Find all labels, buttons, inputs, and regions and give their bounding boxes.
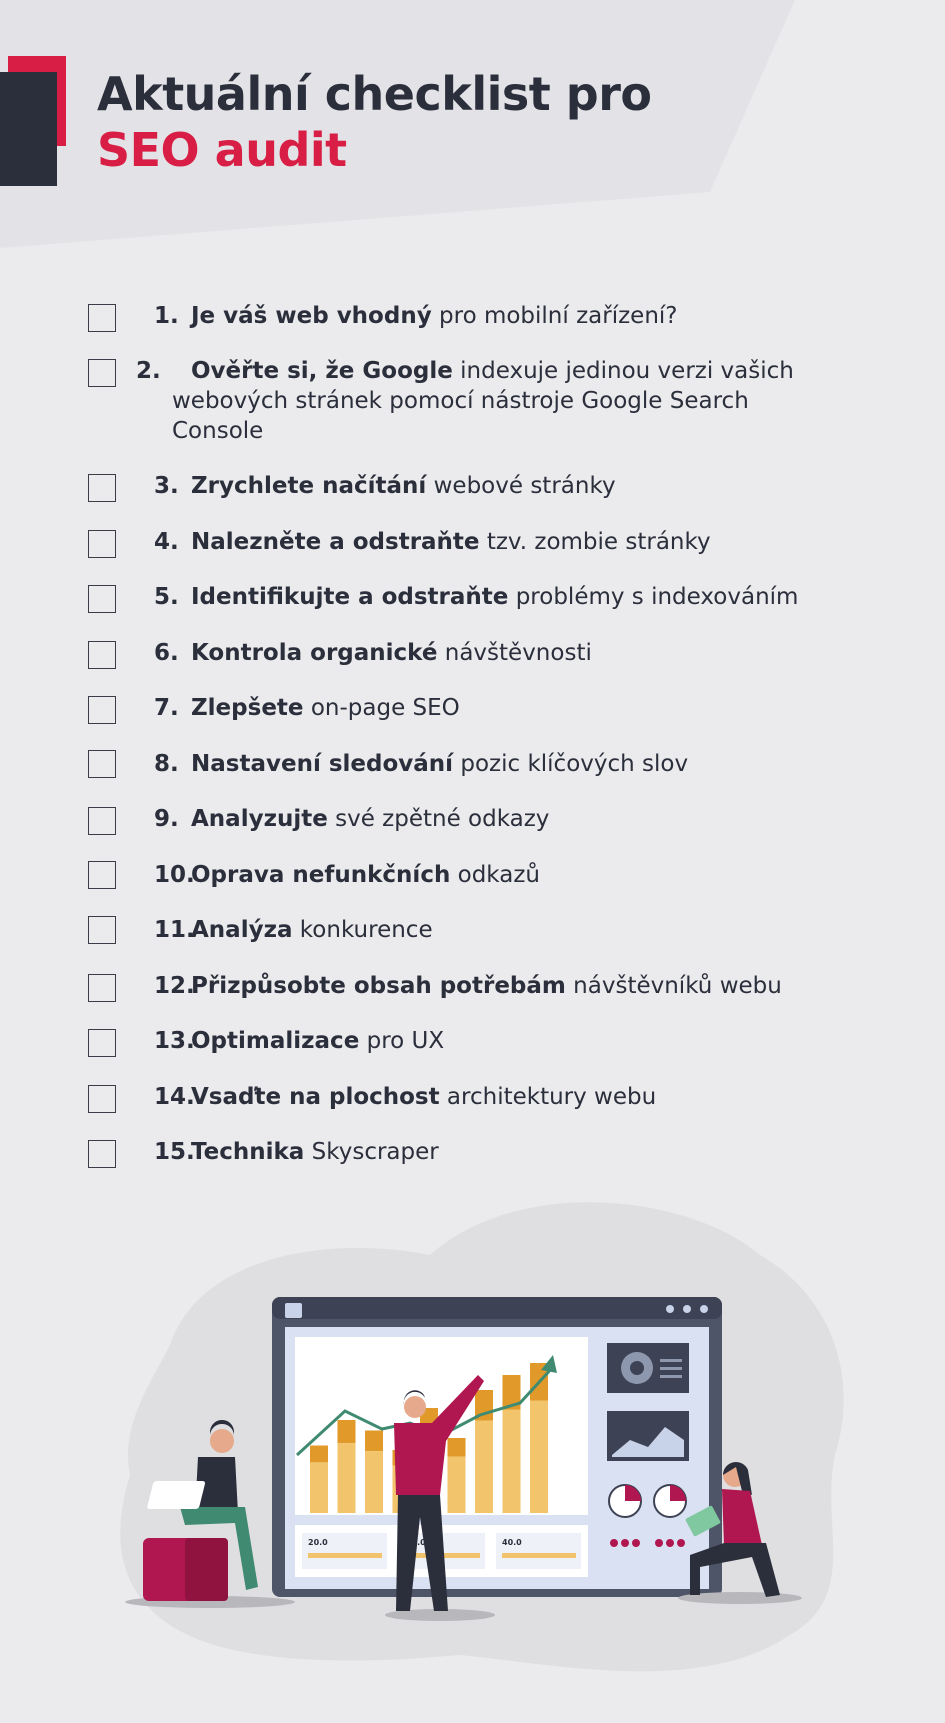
- stat-card-label-3: 40.0: [502, 1538, 522, 1547]
- checkbox-6[interactable]: [88, 641, 116, 669]
- checkbox-15[interactable]: [88, 1140, 116, 1168]
- checklist-text-1: [154, 301, 914, 331]
- item-bold: Identifikujte a odstraňte: [191, 584, 509, 610]
- checklist-text-9: [154, 804, 914, 834]
- widget-line: [660, 1359, 682, 1362]
- item-bold: Oprava nefunkčních: [191, 862, 451, 888]
- checkbox-7[interactable]: [88, 696, 116, 724]
- widget-line: [660, 1367, 682, 1370]
- checklist-text-4: [154, 527, 914, 557]
- checklist-text-7: [154, 693, 914, 723]
- checklist-text-5: [154, 582, 914, 612]
- item-number: 7.: [154, 695, 179, 721]
- bar-bottom: [310, 1462, 328, 1513]
- man-head: [210, 1429, 234, 1453]
- item-bold: Analyzujte: [191, 806, 328, 832]
- bar-bottom: [475, 1421, 493, 1513]
- window-icon: [285, 1303, 302, 1318]
- item-number: 13.: [154, 1028, 195, 1054]
- item-bold: Ověřte si, že Google: [191, 358, 453, 384]
- bar-bottom: [365, 1451, 383, 1513]
- item-rest: pro UX: [359, 1028, 445, 1054]
- pill-dot: [677, 1539, 685, 1547]
- bar-bottom: [338, 1443, 356, 1513]
- checkbox-12[interactable]: [88, 974, 116, 1002]
- item-number: 12.: [154, 973, 195, 999]
- item-number: 6.: [154, 640, 179, 666]
- item-bold: Optimalizace: [191, 1028, 360, 1054]
- item-bold: Analýza: [191, 917, 293, 943]
- item-bold: Přizpůsobte obsah potřebám: [191, 973, 566, 999]
- item-bold: Nastavení sledování: [191, 751, 454, 777]
- pill-dot: [666, 1539, 674, 1547]
- item-number: 1.: [154, 303, 179, 329]
- item-bold: Nalezněte a odstraňte: [191, 529, 480, 555]
- checkbox-8[interactable]: [88, 750, 116, 778]
- window-dot-icon: [683, 1305, 691, 1313]
- standing-man-head: [404, 1396, 426, 1418]
- item-number: 5.: [154, 584, 179, 610]
- item-bold: Kontrola organické: [191, 640, 438, 666]
- window-dot-icon: [700, 1305, 708, 1313]
- stat-card-label-1: 20.0: [308, 1538, 328, 1547]
- item-bold: Technika: [191, 1139, 305, 1165]
- item-rest: architektury webu: [439, 1084, 657, 1110]
- item-rest: své zpětné odkazy: [327, 806, 550, 832]
- title-line-2: SEO audit: [97, 123, 347, 177]
- item-number: 15.: [154, 1139, 195, 1165]
- checkbox-9[interactable]: [88, 807, 116, 835]
- bar-bottom: [448, 1457, 466, 1513]
- item-rest: Skyscraper: [304, 1139, 439, 1165]
- item-number: 3.: [154, 473, 179, 499]
- checkbox-3[interactable]: [88, 474, 116, 502]
- checklist-text-2: [136, 356, 832, 446]
- bar-bottom: [503, 1410, 521, 1514]
- checklist-text-3: [154, 471, 914, 501]
- item-bold: Vsaďte na plochost: [191, 1084, 440, 1110]
- item-rest: pozic klíčových slov: [453, 751, 689, 777]
- pill-dot: [655, 1539, 663, 1547]
- item-bold: Zlepšete: [191, 695, 304, 721]
- item-number: 10.: [154, 862, 195, 888]
- item-rest: tzv. zombie stránky: [479, 529, 711, 555]
- stat-card-bar: [308, 1553, 382, 1558]
- bar-top: [310, 1446, 328, 1463]
- item-number: 14.: [154, 1084, 195, 1110]
- item-number: 2.: [136, 358, 161, 384]
- checkbox-14[interactable]: [88, 1085, 116, 1113]
- bar-top: [338, 1420, 356, 1443]
- checkbox-5[interactable]: [88, 585, 116, 613]
- bar-top: [365, 1431, 383, 1452]
- item-rest: indexuje jedinou verzi vašich webových stránek pomocí nástroje Google Search Console: [172, 358, 794, 444]
- monitor-titlebar: [272, 1297, 722, 1319]
- item-rest: konkurence: [292, 917, 433, 943]
- stat-card-bar: [502, 1553, 576, 1558]
- widget-line: [660, 1375, 682, 1378]
- donut-hole: [630, 1361, 644, 1375]
- page-title: [97, 66, 651, 178]
- checkbox-13[interactable]: [88, 1029, 116, 1057]
- checklist-text-10: [154, 860, 914, 890]
- accent-dark-block: [0, 72, 57, 186]
- cube-seat-side: [185, 1538, 228, 1601]
- checkbox-4[interactable]: [88, 530, 116, 558]
- checklist-text-12: [154, 971, 914, 1001]
- item-rest: návštěvníků webu: [565, 973, 782, 999]
- pill-dot: [632, 1539, 640, 1547]
- checklist-text-11: [154, 915, 914, 945]
- window-dot-icon: [666, 1305, 674, 1313]
- checklist-text-6: [154, 638, 914, 668]
- checkbox-10[interactable]: [88, 861, 116, 889]
- bar-bottom: [530, 1401, 548, 1514]
- checklist-text-15: [154, 1137, 914, 1167]
- item-rest: on-page SEO: [303, 695, 460, 721]
- item-bold: Zrychlete načítání: [191, 473, 427, 499]
- bar-top: [448, 1438, 466, 1457]
- item-rest: problémy s indexováním: [508, 584, 799, 610]
- item-number: 11.: [154, 917, 195, 943]
- checkbox-2[interactable]: [88, 359, 116, 387]
- item-number: 9.: [154, 806, 179, 832]
- checklist-text-14: [154, 1082, 914, 1112]
- laptop-icon: [147, 1481, 206, 1509]
- checkbox-1[interactable]: [88, 304, 116, 332]
- checklist-text-8: [154, 749, 914, 779]
- item-rest: návštěvnosti: [437, 640, 592, 666]
- analytics-illustration: [0, 1195, 945, 1675]
- item-number: 8.: [154, 751, 179, 777]
- item-number: 4.: [154, 529, 179, 555]
- pill-dot: [610, 1539, 618, 1547]
- item-bold: Je váš web vhodný: [191, 303, 432, 329]
- checkbox-11[interactable]: [88, 916, 116, 944]
- pill-dot: [621, 1539, 629, 1547]
- item-rest: odkazů: [450, 862, 540, 888]
- checklist-text-13: [154, 1026, 914, 1056]
- item-rest: webové stránky: [426, 473, 616, 499]
- item-rest: pro mobilní zařízení?: [431, 303, 678, 329]
- title-line-1: Aktuální checklist pro: [97, 67, 652, 121]
